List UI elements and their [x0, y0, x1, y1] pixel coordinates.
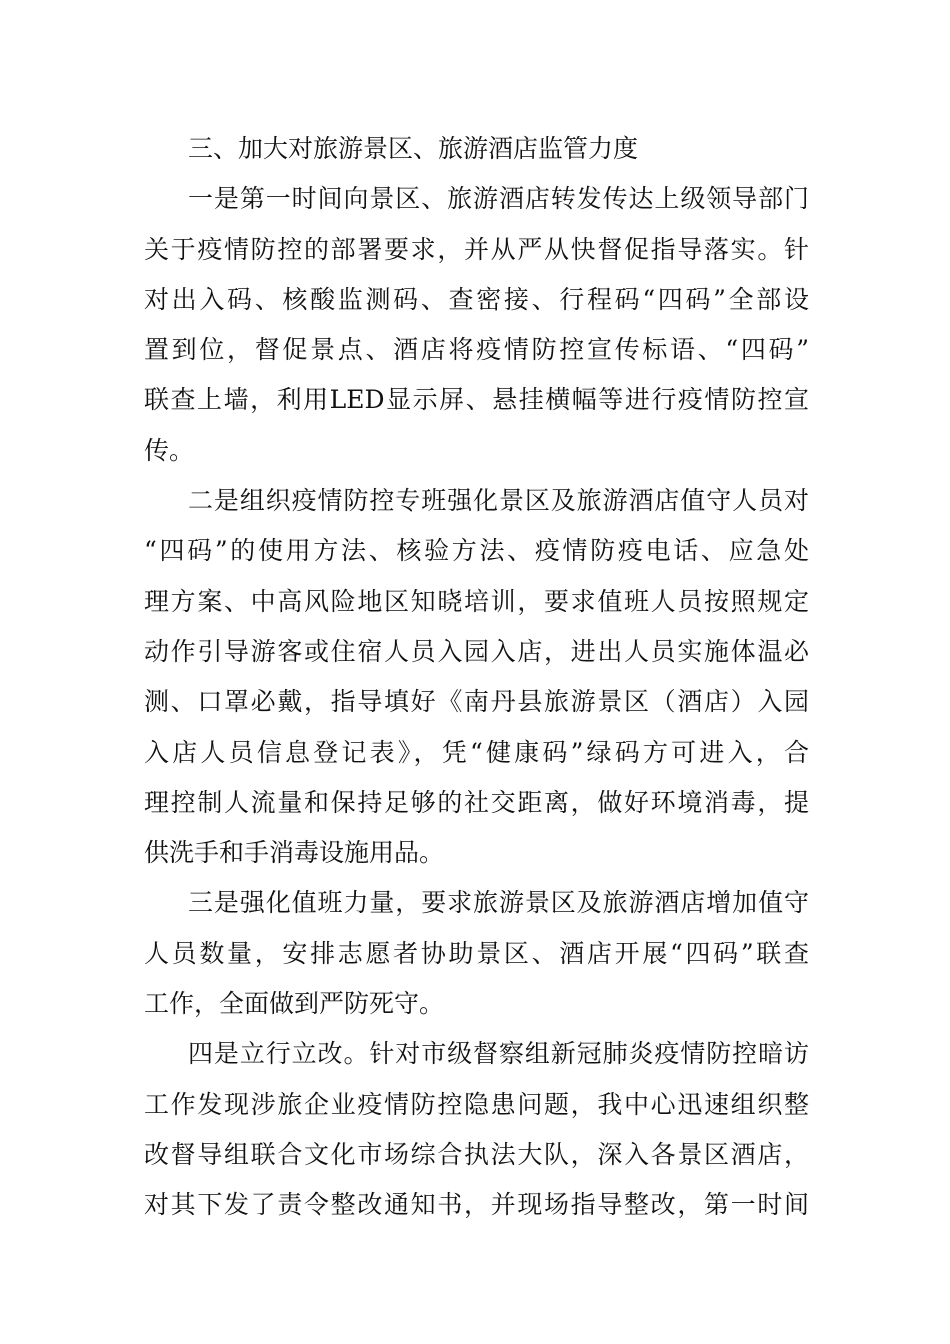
paragraph-3 — [144, 878, 809, 1029]
paragraph-line: 二是组织疫情防控专班强化景区及旅游酒店值守人员对 — [188, 486, 809, 516]
paragraph-line: 一是第一时间向景区、旅游酒店转发传达上级领导部门 — [188, 184, 809, 214]
paragraph-line: 三是强化值班力量，要求旅游景区及旅游酒店增加值守 — [188, 888, 809, 918]
paragraph-line: 四是立行立改。针对市级督察组新冠肺炎疫情防控暗访 — [188, 1039, 809, 1069]
paragraph-line: 关于疫情防控的部署要求，并从严从快督促指导落实。针 — [144, 234, 809, 264]
paragraph-4 — [144, 1029, 809, 1230]
paragraph-line: 对出入码、核酸监测码、查密接、行程码“四码”全部设 — [144, 284, 809, 314]
paragraph-line: 改督导组联合文化市场综合执法大队，深入各景区酒店， — [144, 1139, 809, 1169]
paragraph-2 — [144, 476, 809, 878]
paragraph-line: 置到位，督促景点、酒店将疫情防控宣传标语、“四码” — [144, 335, 809, 365]
paragraph-line: “四码”的使用方法、核验方法、疫情防疫电话、应急处 — [144, 536, 809, 566]
paragraph-line: 供洗手和手消毒设施用品。 — [144, 838, 445, 868]
paragraph-line: 联查上墙，利用LED显示屏、悬挂横幅等进行疫情防控宣 — [144, 385, 809, 415]
paragraph-line: 工作发现涉旅企业疫情防控隐患问题，我中心迅速组织整 — [144, 1089, 809, 1119]
paragraph-line: 理方案、中高风险地区知晓培训，要求值班人员按照规定 — [144, 586, 809, 616]
paragraph-line: 传。 — [144, 435, 195, 465]
paragraph-1 — [144, 174, 809, 476]
paragraph-line: 动作引导游客或住宿人员入园入店，进出人员实施体温必 — [144, 636, 809, 666]
paragraph-line: 理控制人流量和保持足够的社交距离，做好环境消毒，提 — [144, 787, 809, 817]
section-heading: 三、加大对旅游景区、旅游酒店监管力度 — [188, 134, 639, 163]
paragraph-line: 人员数量，安排志愿者协助景区、酒店开展“四码”联查 — [144, 938, 809, 968]
document-body — [144, 124, 809, 1231]
paragraph-line: 对其下发了责令整改通知书，并现场指导整改，第一时间 — [144, 1190, 809, 1220]
paragraph-line: 工作，全面做到严防死守。 — [144, 989, 445, 1019]
paragraph-line: 测、口罩必戴，指导填好《南丹县旅游景区（酒店）入园 — [144, 687, 809, 717]
paragraph-line: 入店人员信息登记表》，凭“健康码”绿码方可进入，合 — [144, 737, 809, 767]
